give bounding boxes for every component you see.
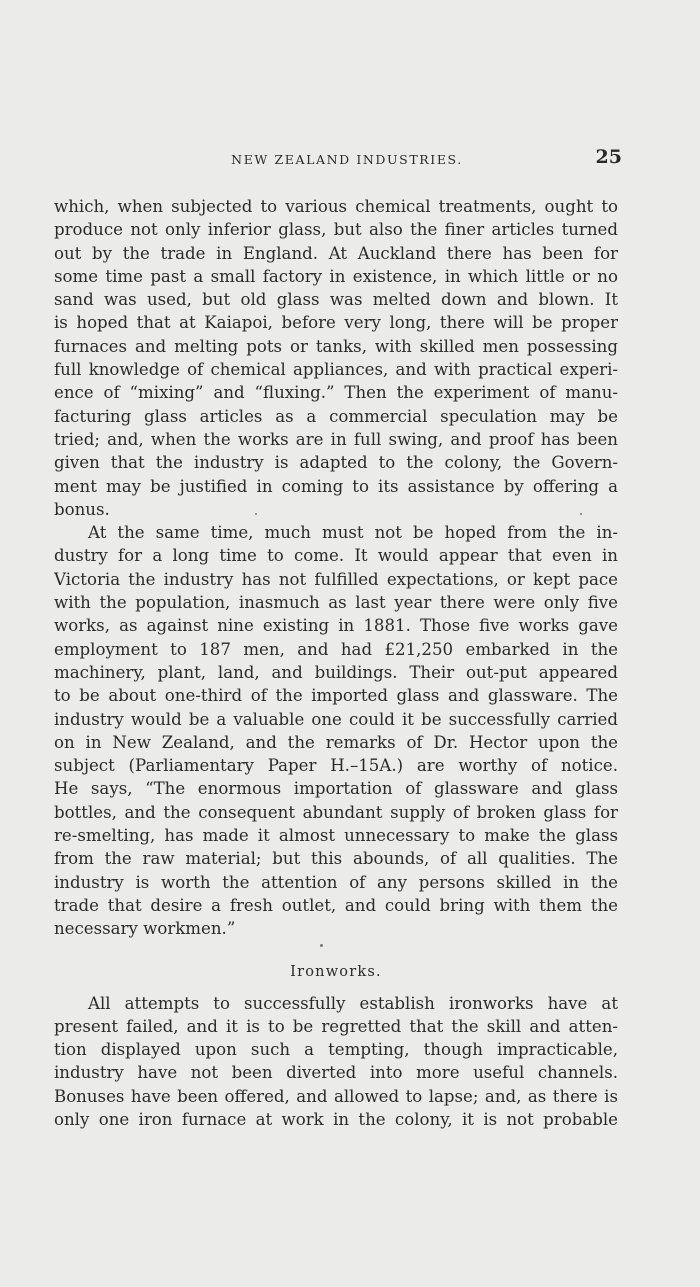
- text-line: full knowledge of chemical appliances, and with practical experi-: [54, 360, 618, 380]
- text-line: He says, “The enormous importation of glassware and glass: [54, 779, 618, 799]
- text-line: Victoria the industry has not fulfilled expectations, or kept pace: [54, 569, 618, 589]
- text-line: is hoped that at Kaiapoi, before very long, there will be proper: [54, 313, 618, 333]
- text-line: machinery, plant, land, and buildings. Their out-put appeared: [54, 662, 618, 682]
- text-line: given that the industry is adapted to the colony, the Govern-: [54, 453, 618, 473]
- text-line: present failed, and it is to be regretted that the skill and atten-: [54, 1016, 618, 1036]
- text-line: re-smelting, has made it almost unnecessary to make the glass: [54, 826, 618, 846]
- paragraph-3: [54, 992, 618, 1132]
- text-line: At the same time, much must not be hoped from the in-: [88, 523, 618, 543]
- text-line: produce not only inferior glass, but also the finer articles turned: [54, 220, 618, 240]
- text-line: to be about one-third of the imported glass and glassware. The: [54, 686, 618, 706]
- paper-speck: [580, 513, 582, 515]
- text-line: tried; and, when the works are in full swing, and proof has been: [54, 429, 618, 449]
- text-line: industry would be a valuable one could it be successfully carried: [54, 709, 618, 729]
- text-line: industry have not been diverted into more useful channels.: [54, 1063, 618, 1083]
- text-line: employment to 187 men, and had £21,250 embarked in the: [54, 639, 618, 659]
- text-line: from the raw material; but this abounds, of all qualities. The: [54, 849, 618, 869]
- text-line: bonus.: [54, 499, 110, 519]
- text-line: works, as against nine existing in 1881. Those five works gave: [54, 616, 618, 636]
- text-line: with the population, inasmuch as last year there were only five: [54, 593, 618, 613]
- text-line: ment may be justified in coming to its assistance by offering a: [54, 476, 618, 496]
- text-line: on in New Zealand, and the remarks of Dr. Hector upon the: [54, 732, 618, 752]
- text-line: subject (Parliamentary Paper H.–15A.) are worthy of notice.: [54, 756, 618, 776]
- text-line: tion displayed upon such a tempting, though impracticable,: [54, 1040, 618, 1060]
- paragraph-1: [54, 195, 618, 521]
- text-line: dustry for a long time to come. It would appear that even in: [54, 546, 618, 566]
- text-line: ence of “mixing” and “fluxing.” Then the experiment of manu-: [54, 383, 618, 403]
- text-line: All attempts to successfully establish ironworks have at: [88, 993, 618, 1013]
- text-line: bottles, and the consequent abundant supply of broken glass for: [54, 802, 618, 822]
- section-heading: Ironworks.: [290, 963, 382, 980]
- paragraph-2: [54, 521, 618, 940]
- text-line: out by the trade in England. At Auckland there has been for: [54, 243, 618, 263]
- text-line: industry is worth the attention of any persons skilled in the: [54, 872, 618, 892]
- text-line: necessary workmen.”: [54, 919, 236, 939]
- paper-speck: [255, 513, 257, 515]
- paper-speck: [320, 944, 323, 947]
- text-line: facturing glass articles as a commercial speculation may be: [54, 406, 618, 426]
- running-title: NEW ZEALAND INDUSTRIES.: [231, 152, 463, 167]
- text-line: sand was used, but old glass was melted down and blown. It: [54, 290, 618, 310]
- body-text: [54, 195, 618, 1131]
- page-number: 25: [595, 146, 622, 168]
- text-line: trade that desire a fresh outlet, and could bring with them the: [54, 895, 618, 915]
- text-line: Bonuses have been offered, and allowed to lapse; and, as there is: [54, 1086, 618, 1106]
- text-line: which, when subjected to various chemical treatments, ought to: [54, 197, 618, 216]
- running-head: [54, 146, 622, 172]
- text-line: only one iron furnace at work in the colony, it is not probable: [54, 1109, 618, 1129]
- text-line: some time past a small factory in existence, in which little or no: [54, 266, 618, 286]
- text-line: furnaces and melting pots or tanks, with skilled men possessing: [54, 336, 618, 356]
